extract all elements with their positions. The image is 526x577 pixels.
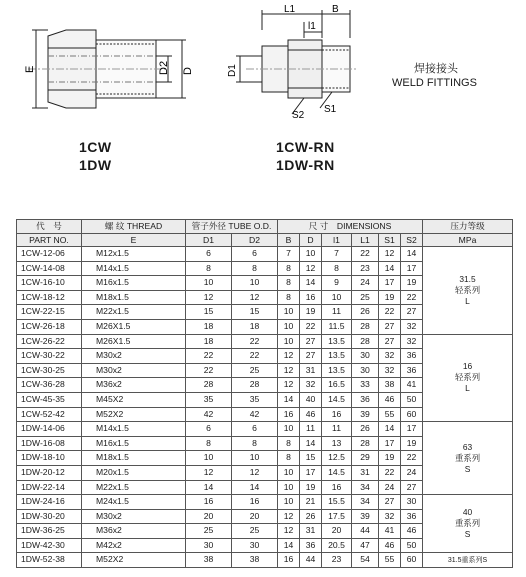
cell-dimension: 28 <box>352 334 379 349</box>
cell-dimension: 6 <box>186 422 232 437</box>
cell-dimension: 6 <box>186 247 232 262</box>
cell-dimension: 17 <box>379 436 401 451</box>
cell-dimension: 36 <box>401 349 423 364</box>
cell-dimension: 31 <box>300 363 322 378</box>
cell-dimension: 17 <box>300 465 322 480</box>
cell-dimension: 16.5 <box>322 378 352 393</box>
cell-thread: M52X2 <box>82 407 186 422</box>
cell-thread: M26X1.5 <box>82 334 186 349</box>
cell-dimension: 22 <box>232 334 278 349</box>
cell-dimension: 47 <box>352 538 379 553</box>
header-b: B <box>278 234 300 247</box>
cell-dimension: 15 <box>186 305 232 320</box>
cell-dimension: 28 <box>352 436 379 451</box>
cell-part-no: 1CW-52-42 <box>17 407 82 422</box>
cell-dimension: 12 <box>278 378 300 393</box>
pressure-value: 16 <box>462 361 473 372</box>
pressure-letter: S <box>464 463 471 474</box>
cell-dimension: 32 <box>401 319 423 334</box>
cell-dimension: 14 <box>186 480 232 495</box>
cell-part-no: 1DW-22-14 <box>17 480 82 495</box>
cell-dimension: 22 <box>186 363 232 378</box>
cell-part-no: 1DW-42-30 <box>17 538 82 553</box>
model-label-left-top: 1CW <box>79 139 112 155</box>
table-row <box>17 334 513 349</box>
cell-dimension: 60 <box>401 553 423 568</box>
cell-dimension: 34 <box>352 480 379 495</box>
pressure-class-cell <box>423 334 513 422</box>
cell-dimension: 46 <box>300 407 322 422</box>
cell-dimension: 15.5 <box>322 495 352 510</box>
cell-dimension: 12 <box>278 524 300 539</box>
cell-dimension: 8 <box>186 436 232 451</box>
cell-dimension: 27 <box>401 305 423 320</box>
cell-dimension: 10 <box>232 276 278 291</box>
dim-label-S2: S2 <box>292 110 305 121</box>
cell-dimension: 12 <box>186 290 232 305</box>
cell-thread: M36x2 <box>82 524 186 539</box>
pressure-cn: 重系列 <box>454 518 481 529</box>
cell-dimension: 17 <box>379 276 401 291</box>
cell-dimension: 41 <box>379 524 401 539</box>
cell-dimension: 55 <box>379 407 401 422</box>
cell-dimension: 54 <box>352 553 379 568</box>
cell-dimension: 7 <box>322 247 352 262</box>
cell-dimension: 39 <box>352 509 379 524</box>
cell-dimension: 46 <box>379 392 401 407</box>
cell-dimension: 10 <box>322 290 352 305</box>
weld-caption-cn: 焊接接头 <box>414 63 458 75</box>
cell-part-no: 1DW-24-16 <box>17 495 82 510</box>
dim-label-l1: l1 <box>308 21 316 32</box>
dim-label-D1: D1 <box>227 64 238 77</box>
cell-dimension: 27 <box>401 480 423 495</box>
cell-thread: M30x2 <box>82 349 186 364</box>
cell-dimension: 10 <box>232 451 278 466</box>
cell-dimension: 10 <box>300 247 322 262</box>
pressure-letter: S <box>464 529 471 540</box>
header-d1: D1 <box>186 234 232 247</box>
cell-dimension: 38 <box>186 553 232 568</box>
cell-dimension: 30 <box>401 495 423 510</box>
cell-dimension: 26 <box>300 509 322 524</box>
cell-thread: M36x2 <box>82 378 186 393</box>
pressure-value: 40 <box>462 507 473 518</box>
cell-dimension: 10 <box>278 480 300 495</box>
cell-part-no: 1CW-26-22 <box>17 334 82 349</box>
table-row <box>17 422 513 437</box>
cell-dimension: 16 <box>300 290 322 305</box>
weld-caption-en: WELD FITTINGS <box>392 77 477 89</box>
cell-dimension: 25 <box>186 524 232 539</box>
header-l1: L1 <box>352 234 379 247</box>
cell-thread: M16x1.5 <box>82 436 186 451</box>
cell-dimension: 8 <box>278 451 300 466</box>
cell-dimension: 14.5 <box>322 465 352 480</box>
cell-dimension: 34 <box>352 495 379 510</box>
cell-dimension: 32 <box>401 334 423 349</box>
cell-dimension: 16 <box>278 407 300 422</box>
cell-dimension: 11 <box>322 422 352 437</box>
cell-dimension: 41 <box>401 378 423 393</box>
cell-dimension: 44 <box>300 553 322 568</box>
cell-dimension: 32 <box>379 349 401 364</box>
cell-dimension: 10 <box>278 305 300 320</box>
header-d2: D2 <box>232 234 278 247</box>
pressure-class-cell <box>423 495 513 553</box>
cell-part-no: 1DW-16-08 <box>17 436 82 451</box>
cell-dimension: 15 <box>300 451 322 466</box>
cell-dimension: 25 <box>232 524 278 539</box>
cell-dimension: 24 <box>401 465 423 480</box>
cell-dimension: 8 <box>186 261 232 276</box>
dim-label-B: B <box>332 4 339 15</box>
cell-dimension: 10 <box>278 495 300 510</box>
cell-dimension: 16 <box>186 495 232 510</box>
table-row <box>17 495 513 510</box>
header-code: 代 号 <box>17 220 82 234</box>
cell-dimension: 19 <box>401 436 423 451</box>
cell-dimension: 30 <box>352 363 379 378</box>
cell-dimension: 60 <box>401 407 423 422</box>
cell-thread: M42x2 <box>82 538 186 553</box>
cell-dimension: 22 <box>300 319 322 334</box>
cell-dimension: 27 <box>379 334 401 349</box>
table-body <box>17 247 513 568</box>
cell-dimension: 6 <box>232 247 278 262</box>
cell-dimension: 20 <box>232 509 278 524</box>
cell-dimension: 8 <box>232 436 278 451</box>
cell-dimension: 13.5 <box>322 334 352 349</box>
cell-dimension: 36 <box>401 509 423 524</box>
header-partno: PART NO. <box>17 234 82 247</box>
cell-dimension: 39 <box>352 407 379 422</box>
cell-dimension: 8 <box>232 261 278 276</box>
cell-dimension: 40 <box>300 392 322 407</box>
cell-dimension: 24 <box>379 480 401 495</box>
cell-dimension: 35 <box>186 392 232 407</box>
cell-dimension: 30 <box>352 349 379 364</box>
cell-dimension: 9 <box>322 276 352 291</box>
cell-part-no: 1CW-16-10 <box>17 276 82 291</box>
fitting-drawing-right <box>212 2 362 122</box>
fitting-drawing-left <box>18 12 198 122</box>
cell-thread: M18x1.5 <box>82 451 186 466</box>
cell-thread: M30x2 <box>82 363 186 378</box>
cell-dimension: 32 <box>379 363 401 378</box>
cell-dimension: 36 <box>401 363 423 378</box>
header-thread: 螺 纹 THREAD <box>82 220 186 234</box>
cell-dimension: 12 <box>232 290 278 305</box>
table-row <box>17 553 513 568</box>
cell-dimension: 20 <box>186 509 232 524</box>
cell-dimension: 19 <box>401 276 423 291</box>
cell-part-no: 1CW-30-22 <box>17 349 82 364</box>
pressure-cn: 轻系列 <box>454 372 481 383</box>
cell-dimension: 8 <box>278 276 300 291</box>
cell-dimension: 24 <box>352 276 379 291</box>
pressure-class-cell <box>423 553 513 568</box>
table-row <box>17 247 513 262</box>
cell-dimension: 12 <box>300 261 322 276</box>
dim-label-D: D <box>182 67 194 75</box>
cell-dimension: 26 <box>352 422 379 437</box>
cell-dimension: 14 <box>300 276 322 291</box>
cell-dimension: 36 <box>300 538 322 553</box>
dimension-table <box>16 219 513 568</box>
cell-part-no: 1DW-52-38 <box>17 553 82 568</box>
cell-dimension: 17 <box>401 261 423 276</box>
header-s2: S2 <box>401 234 423 247</box>
cell-dimension: 12 <box>278 509 300 524</box>
cell-dimension: 14 <box>401 247 423 262</box>
cell-dimension: 10 <box>186 451 232 466</box>
cell-thread: M24x1.5 <box>82 495 186 510</box>
cell-dimension: 23 <box>322 553 352 568</box>
cell-dimension: 14 <box>278 392 300 407</box>
cell-dimension: 13 <box>322 436 352 451</box>
cell-dimension: 10 <box>278 334 300 349</box>
model-label-left-bottom: 1DW <box>79 157 112 173</box>
cell-dimension: 19 <box>379 451 401 466</box>
cell-dimension: 27 <box>300 334 322 349</box>
cell-dimension: 11.5 <box>322 319 352 334</box>
cell-dimension: 33 <box>352 378 379 393</box>
cell-dimension: 25 <box>232 363 278 378</box>
cell-dimension: 22 <box>379 465 401 480</box>
cell-dimension: 18 <box>186 334 232 349</box>
cell-dimension: 14 <box>300 436 322 451</box>
cell-dimension: 8 <box>278 436 300 451</box>
pressure-class-cell <box>423 422 513 495</box>
cell-thread: M20x1.5 <box>82 465 186 480</box>
cell-dimension: 22 <box>352 247 379 262</box>
header-l1-small: l1 <box>322 234 352 247</box>
cell-dimension: 15 <box>232 305 278 320</box>
cell-dimension: 20 <box>322 524 352 539</box>
header-thread-e: E <box>82 234 186 247</box>
cell-thread: M14x1.5 <box>82 261 186 276</box>
cell-dimension: 10 <box>186 276 232 291</box>
cell-thread: M26X1.5 <box>82 319 186 334</box>
cell-dimension: 16 <box>278 553 300 568</box>
cell-dimension: 19 <box>300 480 322 495</box>
pressure-value: 31.5重系列S <box>447 556 488 564</box>
cell-dimension: 38 <box>379 378 401 393</box>
cell-dimension: 42 <box>186 407 232 422</box>
cell-dimension: 18 <box>186 319 232 334</box>
cell-dimension: 11 <box>322 305 352 320</box>
header-pressure: 压力等级 <box>423 220 513 234</box>
cell-dimension: 13.5 <box>322 363 352 378</box>
cell-thread: M52X2 <box>82 553 186 568</box>
cell-thread: M16x1.5 <box>82 276 186 291</box>
cell-dimension: 14 <box>379 261 401 276</box>
cell-dimension: 22 <box>232 349 278 364</box>
cell-dimension: 50 <box>401 392 423 407</box>
cell-dimension: 12 <box>186 465 232 480</box>
dim-label-L1: L1 <box>284 4 296 15</box>
cell-dimension: 36 <box>352 392 379 407</box>
header-d: D <box>300 234 322 247</box>
model-label-right-top: 1CW-RN <box>276 139 335 155</box>
cell-dimension: 8 <box>278 261 300 276</box>
cell-dimension: 27 <box>300 349 322 364</box>
cell-thread: M45X2 <box>82 392 186 407</box>
cell-dimension: 12 <box>379 247 401 262</box>
pressure-cn: 重系列 <box>454 452 481 463</box>
cell-dimension: 25 <box>352 290 379 305</box>
cell-thread: M14x1.5 <box>82 422 186 437</box>
pressure-letter: L <box>465 383 470 394</box>
cell-part-no: 1CW-14-08 <box>17 261 82 276</box>
cell-dimension: 17.5 <box>322 509 352 524</box>
dim-label-E: E <box>24 65 36 73</box>
cell-dimension: 26 <box>352 305 379 320</box>
cell-dimension: 16 <box>322 407 352 422</box>
cell-dimension: 30 <box>186 538 232 553</box>
cell-part-no: 1DW-14-06 <box>17 422 82 437</box>
cell-dimension: 42 <box>232 407 278 422</box>
cell-dimension: 31 <box>300 524 322 539</box>
cell-dimension: 22 <box>401 451 423 466</box>
cell-dimension: 12.5 <box>322 451 352 466</box>
cell-dimension: 55 <box>379 553 401 568</box>
cell-part-no: 1CW-45-35 <box>17 392 82 407</box>
cell-thread: M18x1.5 <box>82 290 186 305</box>
cell-part-no: 1DW-20-12 <box>17 465 82 480</box>
dim-label-D2: D2 <box>158 60 170 75</box>
cell-dimension: 8 <box>322 261 352 276</box>
cell-dimension: 46 <box>401 524 423 539</box>
dim-label-S1: S1 <box>324 104 337 115</box>
cell-dimension: 19 <box>379 290 401 305</box>
cell-dimension: 12 <box>232 465 278 480</box>
cell-dimension: 44 <box>352 524 379 539</box>
cell-dimension: 11 <box>300 422 322 437</box>
cell-dimension: 27 <box>379 495 401 510</box>
cell-dimension: 14 <box>232 480 278 495</box>
cell-dimension: 14 <box>278 538 300 553</box>
cell-dimension: 19 <box>300 305 322 320</box>
cell-dimension: 27 <box>379 319 401 334</box>
cell-dimension: 12 <box>278 349 300 364</box>
cell-dimension: 12 <box>278 363 300 378</box>
cell-dimension: 50 <box>401 538 423 553</box>
cell-part-no: 1DW-30-20 <box>17 509 82 524</box>
pressure-letter: L <box>465 295 470 306</box>
cell-dimension: 38 <box>232 553 278 568</box>
cell-dimension: 32 <box>300 378 322 393</box>
cell-part-no: 1CW-12-06 <box>17 247 82 262</box>
cell-dimension: 16 <box>322 480 352 495</box>
cell-thread: M22x1.5 <box>82 305 186 320</box>
cell-part-no: 1CW-36-28 <box>17 378 82 393</box>
cell-dimension: 22 <box>379 305 401 320</box>
cell-thread: M12x1.5 <box>82 247 186 262</box>
header-dimensions: 尺 寸 DIMENSIONS <box>278 220 423 234</box>
cell-part-no: 1CW-18-12 <box>17 290 82 305</box>
header-s1: S1 <box>379 234 401 247</box>
cell-dimension: 28 <box>232 378 278 393</box>
cell-part-no: 1DW-36-25 <box>17 524 82 539</box>
cell-dimension: 10 <box>278 465 300 480</box>
cell-dimension: 28 <box>186 378 232 393</box>
cell-dimension: 18 <box>232 319 278 334</box>
cell-dimension: 30 <box>232 538 278 553</box>
cell-dimension: 22 <box>186 349 232 364</box>
pressure-value: 63 <box>462 441 473 452</box>
cell-thread: M22x1.5 <box>82 480 186 495</box>
cell-part-no: 1CW-30-25 <box>17 363 82 378</box>
cell-dimension: 23 <box>352 261 379 276</box>
pressure-cn: 轻系列 <box>454 284 481 295</box>
cell-dimension: 10 <box>278 422 300 437</box>
cell-dimension: 32 <box>379 509 401 524</box>
cell-dimension: 17 <box>401 422 423 437</box>
weld-fittings-caption <box>392 62 512 90</box>
pressure-class-cell <box>423 247 513 335</box>
header-mpa: MPa <box>423 234 513 247</box>
cell-dimension: 21 <box>300 495 322 510</box>
cell-dimension: 14 <box>379 422 401 437</box>
cell-dimension: 29 <box>352 451 379 466</box>
cell-dimension: 16 <box>232 495 278 510</box>
cell-part-no: 1DW-18-10 <box>17 451 82 466</box>
cell-dimension: 22 <box>401 290 423 305</box>
cell-dimension: 14.5 <box>322 392 352 407</box>
cell-thread: M30x2 <box>82 509 186 524</box>
cell-dimension: 13.5 <box>322 349 352 364</box>
pressure-value: 31.5 <box>459 273 476 284</box>
cell-dimension: 7 <box>278 247 300 262</box>
cell-dimension: 35 <box>232 392 278 407</box>
cell-dimension: 6 <box>232 422 278 437</box>
model-label-right-bottom: 1DW-RN <box>276 157 335 173</box>
cell-dimension: 28 <box>352 319 379 334</box>
cell-part-no: 1CW-26-18 <box>17 319 82 334</box>
cell-dimension: 20.5 <box>322 538 352 553</box>
header-tube: 管子外径 TUBE O.D. <box>186 220 278 234</box>
cell-dimension: 31 <box>352 465 379 480</box>
cell-dimension: 46 <box>379 538 401 553</box>
cell-dimension: 10 <box>278 319 300 334</box>
cell-part-no: 1CW-22-15 <box>17 305 82 320</box>
cell-dimension: 8 <box>278 290 300 305</box>
